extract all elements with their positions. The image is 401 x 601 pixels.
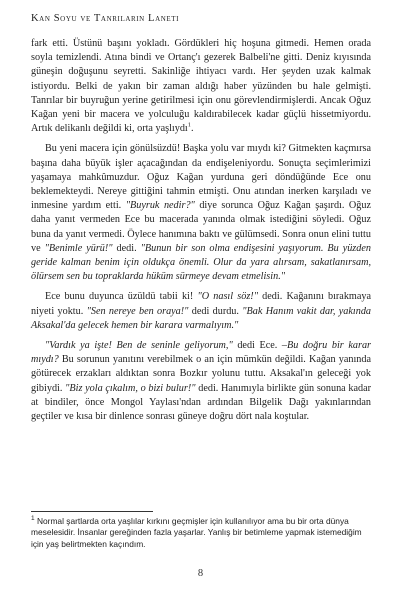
text-run: dedi Ece. bbox=[232, 340, 282, 352]
paragraph bbox=[31, 37, 371, 136]
body-text bbox=[31, 37, 371, 430]
quoted-text: "Buyruk nedir?" bbox=[125, 200, 195, 212]
quoted-text: "Benimle yürü!" bbox=[44, 242, 113, 254]
text-run: Bu yeni macera için gönülsüzdü! Başka yolu var mıydı ki? Gitmekten kaçmırsa başına daha büyük işler açacağından da endişeleniyordu. Sonuçta seçimlerimizi yaşamaya mahkûmuzdur. Oğuz Kağan yurduna geri döndüğünde Ece onu beklemekteydi. Nereye gittiğini tahmin etmişti. Onu atından inerken karşıladı ve inmesine yardım etti. bbox=[31, 143, 371, 212]
text-run: Bu sorunun yanıtını verebilmek o an için mümkün değildi. Kağan yanında götürecek erzakları aldıktan sonra Bozkır yolunu tuttu. Aksakal'ın geleceği yok gibiydi. bbox=[31, 354, 371, 394]
running-header: Kan Soyu ve Tanrıların Laneti bbox=[31, 13, 180, 24]
text-run: diye sorunca Oğuz Kağan şaşırdı. Oğuz daha yanıt vermeden Ece bu macerada yanında olmak istediğini söyledi. Oğuz buna da yanıt vermedi. Öylece hanımına baktı ve gülümsedi. Sonra onun elini tuttu ve bbox=[31, 200, 371, 254]
footnote bbox=[31, 516, 371, 550]
text-run: dedi. bbox=[112, 242, 141, 254]
paragraph bbox=[31, 142, 371, 284]
quoted-text: "Bunun bir son olma endişesini yaşıyorum. Bu yüzden geride kalman benim için oldukça önemli. Olur da yara alırsam, sakatlanırsam, ölürsem sen bu topraklarda hüküm sürmeye devam etmelisin." bbox=[31, 242, 371, 283]
text-run: . bbox=[191, 123, 194, 135]
text-run: dedi durdu. bbox=[188, 305, 243, 317]
paragraph bbox=[31, 290, 371, 333]
quoted-text: –Bu doğru bir karar mıydı? bbox=[31, 340, 371, 366]
quoted-text: "Vardık ya işte! Ben de seninle geliyorum," bbox=[45, 340, 233, 352]
page-number: 8 bbox=[197, 568, 204, 579]
quoted-text: "Bak Hanım vakit dar, yakında Aksakal'da gelecek hemen bir karara varmalıyım." bbox=[31, 305, 372, 331]
paragraph bbox=[31, 339, 371, 424]
quoted-text: "Biz yola çıkalım, o bizi bulur!" bbox=[65, 382, 196, 394]
text-run: dedi. Kağanını bırakmaya niyeti yoktu. bbox=[31, 291, 371, 317]
footnote-marker: 1 bbox=[31, 515, 35, 523]
quoted-text: "O nasıl söz!" bbox=[197, 291, 258, 303]
footnote-reference: 1 bbox=[187, 121, 191, 129]
text-run: fark etti. Üstünü başını yokladı. Gördükleri hiç hoşuna gitmedi. Hemen orada soyla temizlendi. Atına bindi ve Ortanç'ı gezerek Balbeli'ne gitti. Deniz kıyısında güneşin doğuşunu seyretti. Sakinliğe ihtiyacı vardı. Her şeyden uzak kalmak istiyordu. Belki de yakın bir zaman aldığı haber yüzünden bu hale gelmişti. Tanrılar bir buyruğun yerine getirilmesi için onu görevlendirmişlerdi. Ancak Oğuz Kağan yeni bir macera ve yolculuğu kaldırabilecek kadar güçlü hissetmiyordu. Artık delikanlı değildi ki, orta yaşlıydı bbox=[31, 38, 371, 135]
text-run: dedi. Hanımıyla birlikte gün sonuna kadar at bindiler, önce Mongol Yaylası'ndan ardından Bilgelik Dağı yakınlarından geçtiler ve kısa bir dinlence sonrası güneye doğru dört nala koştular. bbox=[31, 382, 372, 423]
text-run: Ece bunu duyunca üzüldü tabii ki! bbox=[45, 291, 198, 303]
footnote-text: Normal şartlarda orta yaşlılar kırkını geçmişler için kullanılıyor ama bu bir orta dünya meselesidir. İnsanlar gereğinden fazla yaşarlar. Yanlış bir betimleme yapmak istemediğim için yaş belirtmekten kaçındım. bbox=[31, 516, 362, 549]
footnote-divider bbox=[31, 511, 153, 512]
quoted-text: "Sen nereye ben oraya!" bbox=[86, 305, 189, 317]
